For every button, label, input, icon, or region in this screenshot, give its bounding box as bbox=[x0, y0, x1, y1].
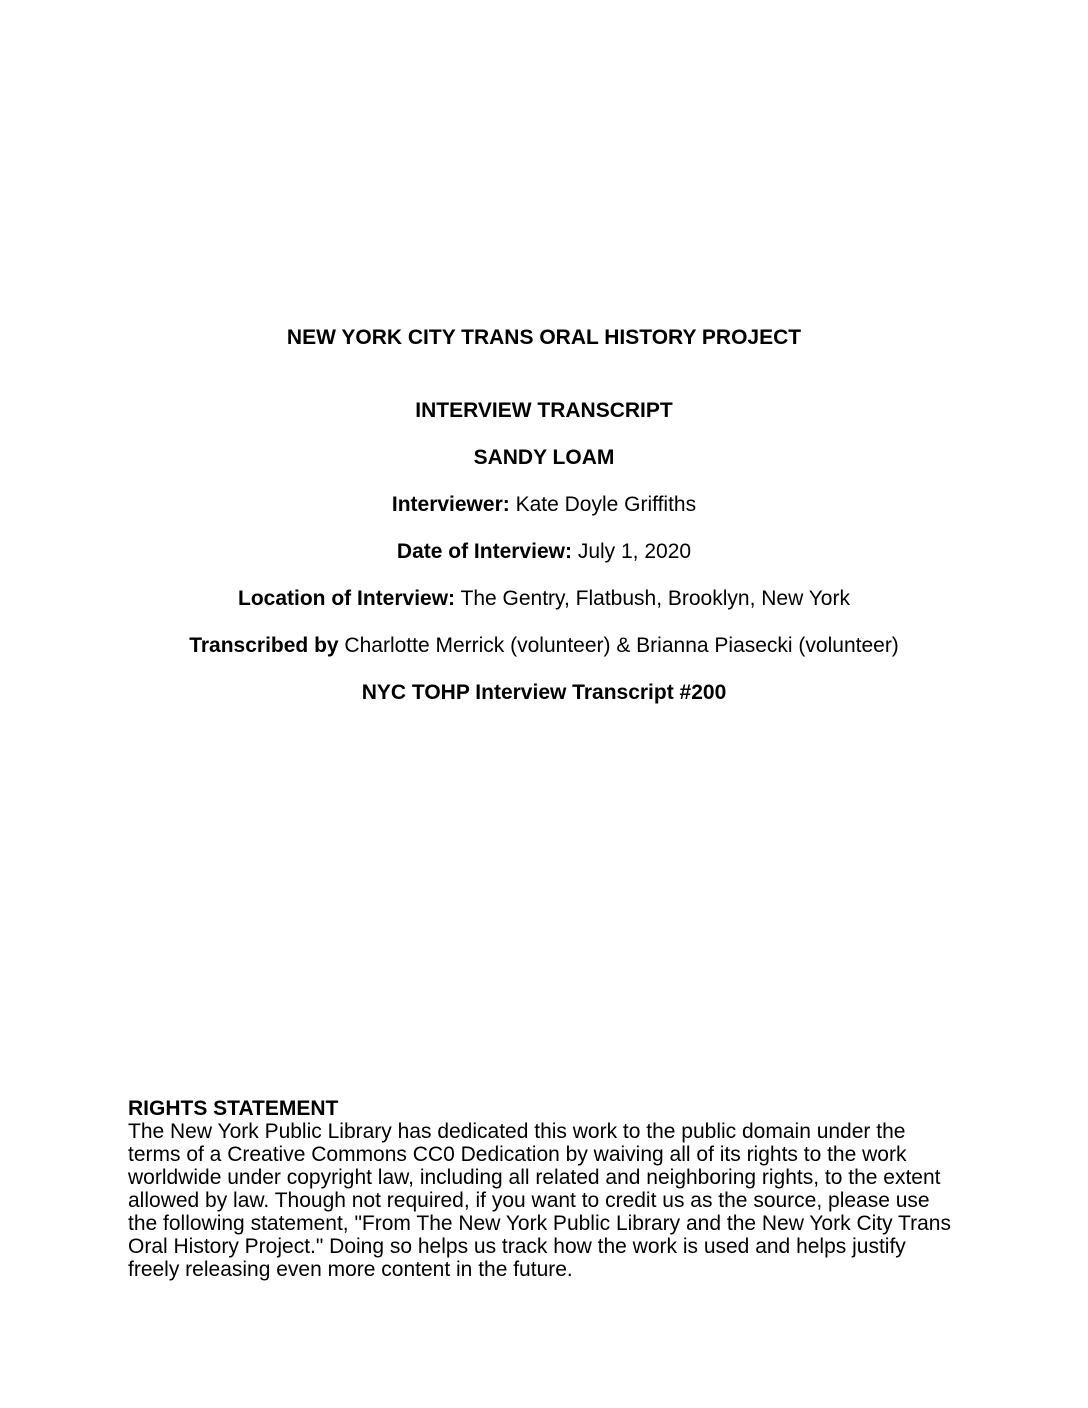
interview-date-line bbox=[128, 540, 960, 563]
interviewer-value: Kate Doyle Griffiths bbox=[515, 493, 697, 516]
interview-location-label: Location of Interview: bbox=[238, 587, 456, 610]
rights-statement-section bbox=[128, 1097, 960, 1281]
transcribed-by-label: Transcribed by bbox=[189, 634, 339, 657]
interviewer-label: Interviewer: bbox=[391, 493, 510, 516]
interviewee-name: SANDY LOAM bbox=[473, 446, 615, 469]
document-type-heading: INTERVIEW TRANSCRIPT bbox=[415, 399, 673, 422]
transcribed-by-value: Charlotte Merrick (volunteer) & Brianna Piasecki (volunteer) bbox=[344, 634, 899, 657]
interviewer-line bbox=[128, 493, 960, 516]
project-title: NEW YORK CITY TRANS ORAL HISTORY PROJECT bbox=[286, 326, 802, 349]
interview-date-value: July 1, 2020 bbox=[577, 540, 692, 563]
rights-statement-heading: RIGHTS STATEMENT bbox=[128, 1097, 339, 1120]
interview-date-label: Date of Interview: bbox=[396, 540, 572, 563]
title-block bbox=[128, 326, 960, 704]
transcribed-by-line bbox=[128, 634, 960, 657]
interview-location-value: The Gentry, Flatbush, Brooklyn, New York bbox=[460, 587, 850, 610]
rights-statement-body: The New York Public Library has dedicated this work to the public domain under the terms of a Creative Commons CC0 Dedication by waiving all of its rights to the work worldwide under copyright law, including all related and neighboring rights, to the extent allowed by law. Though not required, if you want to credit us as the source, please use the following statement, "From The New York Public Library and the New York City Trans Oral History Project." Doing so helps us track how the work is used and helps justify freely releasing even more content in the future. bbox=[128, 1120, 951, 1281]
interview-location-line bbox=[128, 587, 960, 610]
transcript-number: NYC TOHP Interview Transcript #200 bbox=[361, 681, 727, 704]
